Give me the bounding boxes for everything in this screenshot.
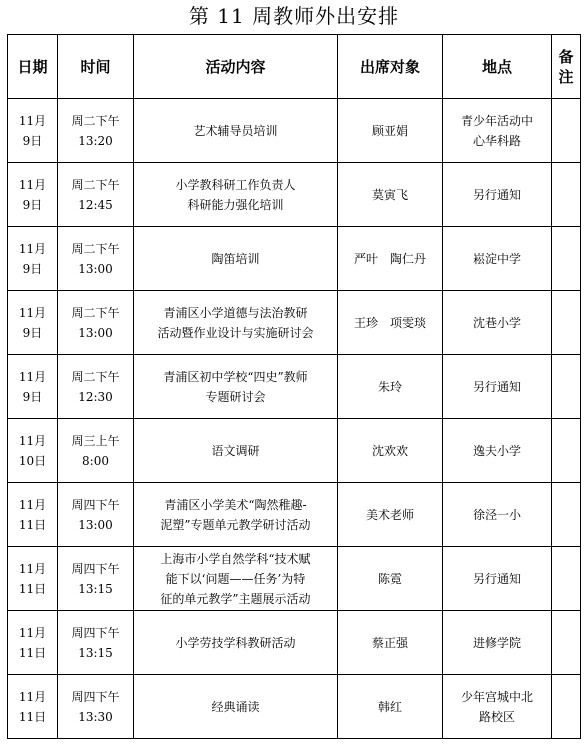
table-row — [8, 675, 581, 739]
table-row — [8, 99, 581, 163]
cell-notes — [552, 355, 581, 419]
header-location: 地点 — [443, 35, 552, 99]
cell-date: 11月 9日 — [8, 227, 58, 291]
cell-time: 周三上午 8:00 — [58, 419, 134, 483]
table-row — [8, 355, 581, 419]
table-row — [8, 227, 581, 291]
cell-location: 进修学院 — [443, 611, 552, 675]
cell-notes — [552, 611, 581, 675]
cell-date: 11月 9日 — [8, 291, 58, 355]
cell-date: 11月 9日 — [8, 99, 58, 163]
cell-time: 周二下午 12:45 — [58, 163, 134, 227]
cell-date: 11月 11日 — [8, 483, 58, 547]
cell-audience: 美术老师 — [338, 483, 443, 547]
cell-date: 11月 11日 — [8, 675, 58, 739]
cell-content: 上海市小学自然学科“技术赋 能下以‘问题——任务’为特 征的单元教学”主题展示活动 — [134, 547, 338, 611]
cell-notes — [552, 419, 581, 483]
cell-audience: 蔡正强 — [338, 611, 443, 675]
cell-audience: 朱玲 — [338, 355, 443, 419]
cell-location: 另行通知 — [443, 355, 552, 419]
cell-date: 11月 9日 — [8, 355, 58, 419]
cell-location: 青少年活动中 心华科路 — [443, 99, 552, 163]
header-notes: 备 注 — [552, 35, 581, 99]
cell-audience: 莫寅飞 — [338, 163, 443, 227]
page-title: 第 11 周教师外出安排 — [188, 4, 400, 28]
cell-content: 语文调研 — [134, 419, 338, 483]
cell-notes — [552, 227, 581, 291]
cell-content: 经典诵读 — [134, 675, 338, 739]
cell-audience: 韩红 — [338, 675, 443, 739]
cell-time: 周二下午 13:00 — [58, 291, 134, 355]
cell-notes — [552, 291, 581, 355]
cell-notes — [552, 675, 581, 739]
cell-date: 11月 11日 — [8, 611, 58, 675]
cell-audience: 陈霓 — [338, 547, 443, 611]
table-row — [8, 291, 581, 355]
cell-notes — [552, 163, 581, 227]
header-content: 活动内容 — [134, 35, 338, 99]
cell-content: 艺术辅导员培训 — [134, 99, 338, 163]
cell-time: 周四下午 13:30 — [58, 675, 134, 739]
table-row — [8, 611, 581, 675]
cell-location: 逸夫小学 — [443, 419, 552, 483]
cell-content: 小学教科研工作负责人 科研能力强化培训 — [134, 163, 338, 227]
cell-time: 周二下午 13:20 — [58, 99, 134, 163]
table-row — [8, 547, 581, 611]
table-row — [8, 483, 581, 547]
cell-location: 沈巷小学 — [443, 291, 552, 355]
table-row — [8, 419, 581, 483]
cell-audience: 严叶 陶仁丹 — [338, 227, 443, 291]
cell-audience: 王珍 项雯琰 — [338, 291, 443, 355]
cell-time: 周四下午 13:15 — [58, 547, 134, 611]
cell-time: 周四下午 13:00 — [58, 483, 134, 547]
cell-content: 青浦区小学道德与法治教研 活动暨作业设计与实施研讨会 — [134, 291, 338, 355]
cell-content: 陶笛培训 — [134, 227, 338, 291]
cell-audience: 沈欢欢 — [338, 419, 443, 483]
schedule-table — [7, 34, 581, 739]
cell-audience: 顾亚娟 — [338, 99, 443, 163]
header-time: 时间 — [58, 35, 134, 99]
cell-content: 青浦区初中学校“四史”教师 专题研讨会 — [134, 355, 338, 419]
cell-time: 周二下午 13:00 — [58, 227, 134, 291]
cell-location: 崧淀中学 — [443, 227, 552, 291]
cell-notes — [552, 99, 581, 163]
table-header-row — [8, 35, 581, 99]
cell-date: 11月 11日 — [8, 547, 58, 611]
table-row — [8, 163, 581, 227]
cell-location: 徐泾一小 — [443, 483, 552, 547]
cell-notes — [552, 483, 581, 547]
cell-location: 另行通知 — [443, 547, 552, 611]
header-audience: 出席对象 — [338, 35, 443, 99]
cell-time: 周四下午 13:15 — [58, 611, 134, 675]
cell-location: 另行通知 — [443, 163, 552, 227]
header-date: 日期 — [8, 35, 58, 99]
cell-content: 小学劳技学科教研活动 — [134, 611, 338, 675]
cell-notes — [552, 547, 581, 611]
cell-location: 少年宫城中北 路校区 — [443, 675, 552, 739]
cell-time: 周二下午 12:30 — [58, 355, 134, 419]
cell-date: 11月 9日 — [8, 163, 58, 227]
cell-content: 青浦区小学美术“陶然稚趣- 泥塑”专题单元教学研讨活动 — [134, 483, 338, 547]
cell-date: 11月 10日 — [8, 419, 58, 483]
